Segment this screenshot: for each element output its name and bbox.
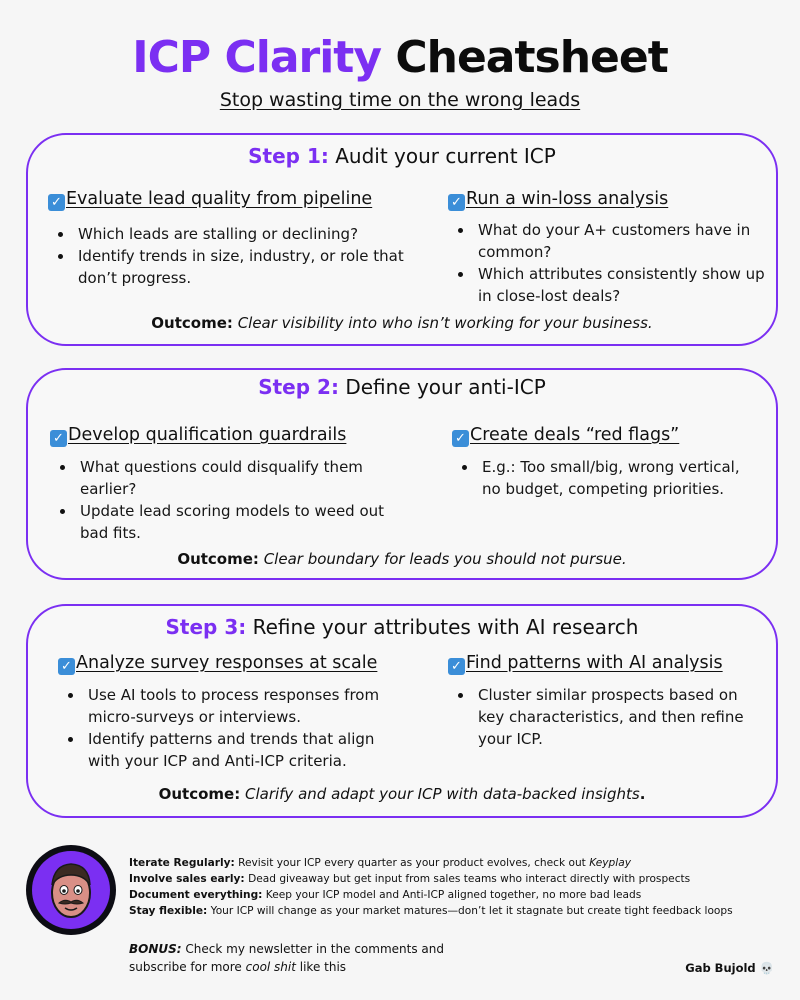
step-1-right-column	[448, 189, 768, 307]
list-item: What do your A+ customers have in common?	[448, 219, 768, 263]
list-item: Identify trends in size, industry, or role that don’t progress.	[48, 245, 408, 289]
list-item: Cluster similar prospects based on key characteristics, and then refine your ICP.	[448, 684, 758, 750]
page-subtitle: Stop wasting time on the wrong leads	[219, 89, 581, 111]
bonus-note: BONUS: Check my newsletter in the comments and subscribe for more cool shit like this	[129, 942, 444, 974]
step-3-left-heading: ✓ Analyze survey responses at scale	[58, 653, 408, 675]
tip-item: Involve sales early: Dead giveaway but get input from sales teams who interact directly with prospects	[129, 873, 691, 885]
check-box-icon: ✓	[48, 194, 65, 211]
list-item: E.g.: Too small/big, wrong vertical, no budget, competing priorities.	[452, 456, 762, 500]
step-3-right-heading: ✓ Find patterns with AI analysis	[448, 653, 758, 675]
step-2-title: Define your anti-ICP	[345, 375, 546, 399]
skull-icon: 💀	[759, 961, 774, 975]
tip-item: Iterate Regularly: Revisit your ICP every quarter as your product evolves, check out Keyplay	[129, 857, 631, 869]
list-item: Update lead scoring models to weed out bad fits.	[50, 500, 410, 544]
tips-list	[129, 855, 733, 919]
step-3-outcome: Outcome: Clarify and adapt your ICP with data-backed insights.	[158, 785, 646, 803]
step-1-outcome: Outcome: Clear visibility into who isn’t working for your business.	[151, 314, 653, 332]
check-box-icon: ✓	[448, 658, 465, 675]
step-3-card	[26, 604, 778, 818]
step-2-right-column	[452, 425, 762, 500]
list-item: Use AI tools to process responses from micro-surveys or interviews.	[58, 684, 408, 728]
step-1-left-column	[48, 189, 408, 289]
avatar	[26, 845, 116, 935]
step-3-left-column	[58, 653, 408, 772]
step-2-heading	[28, 375, 776, 399]
check-box-icon: ✓	[58, 658, 75, 675]
step-1-right-list	[448, 219, 768, 307]
step-2-left-list	[50, 456, 410, 544]
check-box-icon: ✓	[448, 194, 465, 211]
step-3-heading	[28, 615, 776, 639]
step-2-card	[26, 368, 778, 580]
step-2-right-list	[452, 456, 762, 500]
avatar-illustration	[26, 845, 116, 935]
step-3-right-column	[448, 653, 758, 750]
step-1-title: Audit your current ICP	[335, 144, 556, 168]
page-title	[0, 32, 800, 83]
author-signature: Gab Bujold 💀	[685, 961, 774, 975]
title-accent: ICP Clarity	[132, 32, 382, 83]
step-1-heading	[28, 144, 776, 168]
step-3-right-list	[448, 684, 758, 750]
check-box-icon: ✓	[452, 430, 469, 447]
step-2-outcome: Outcome: Clear boundary for leads you should not pursue.	[177, 550, 627, 568]
step-1-card	[26, 133, 778, 346]
list-item: Identify patterns and trends that align with your ICP and Anti-ICP criteria.	[58, 728, 408, 772]
step-2-number: Step 2:	[258, 375, 339, 399]
step-1-left-list	[48, 223, 408, 289]
check-box-icon: ✓	[50, 430, 67, 447]
step-2-left-heading: ✓ Develop qualification guardrails	[50, 425, 410, 447]
step-1-number: Step 1:	[248, 144, 329, 168]
step-3-left-list	[58, 684, 408, 772]
step-3-number: Step 3:	[165, 615, 247, 639]
step-2-right-heading: ✓ Create deals “red flags”	[452, 425, 762, 447]
tip-item: Document everything: Keep your ICP model and Anti-ICP aligned together, no more bad leads	[129, 889, 642, 901]
list-item: Which leads are stalling or declining?	[48, 223, 408, 245]
step-1-right-heading: ✓ Run a win-loss analysis	[448, 189, 768, 211]
title-rest: Cheatsheet	[395, 32, 668, 83]
step-3-title: Refine your attributes with AI research	[252, 615, 639, 639]
step-1-left-heading: ✓ Evaluate lead quality from pipeline	[48, 189, 408, 211]
step-2-left-column	[50, 425, 410, 544]
tip-item: Stay flexible: Your ICP will change as your market matures—don’t let it stagnate but create tight feedback loops	[129, 905, 733, 917]
list-item: Which attributes consistently show up in close-lost deals?	[448, 263, 768, 307]
list-item: What questions could disqualify them earlier?	[50, 456, 410, 500]
